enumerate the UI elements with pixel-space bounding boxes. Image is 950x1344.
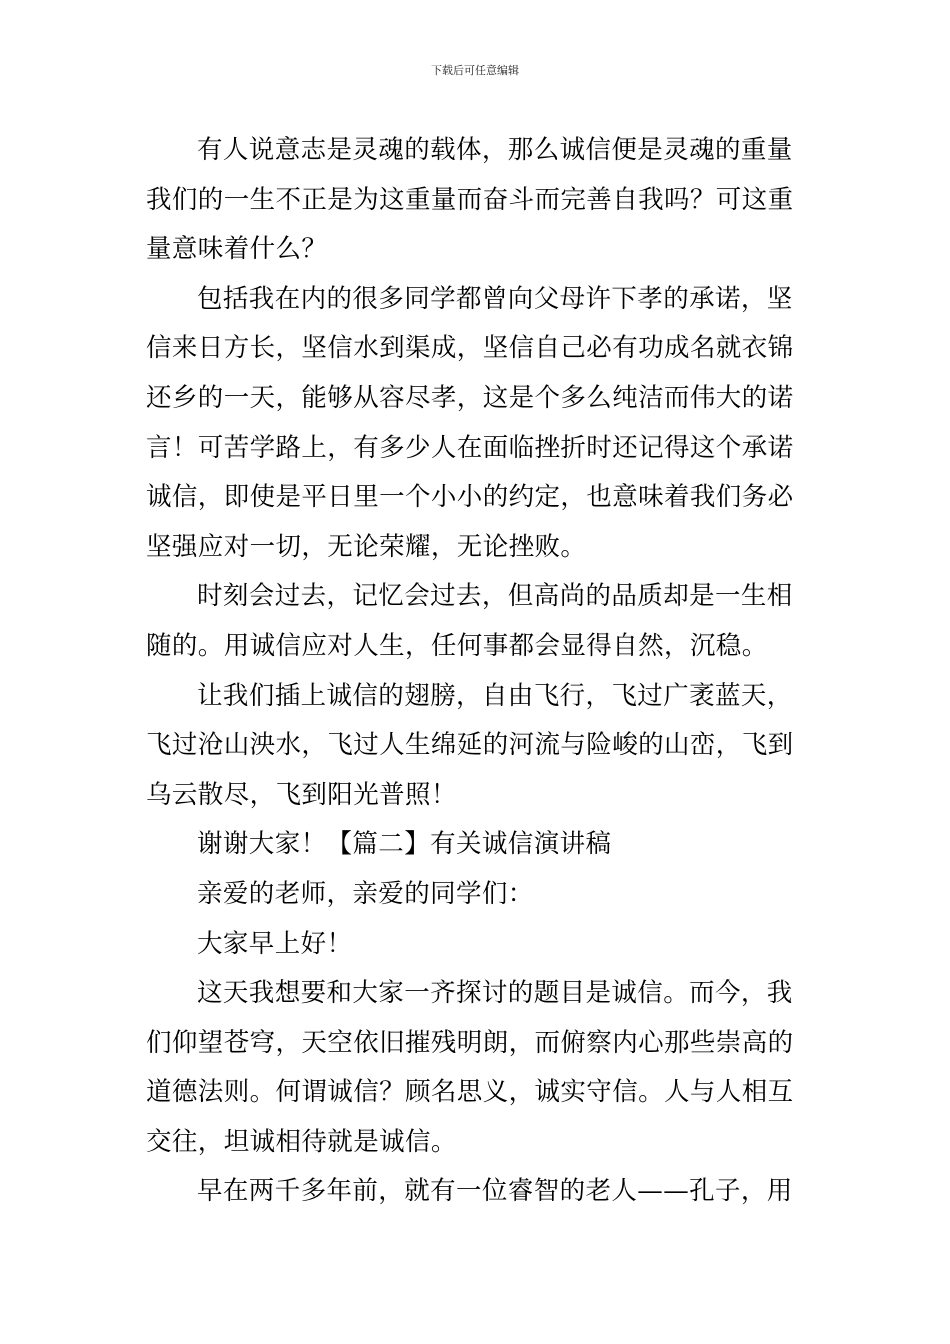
paragraph-line: 让我们插上诚信的翅膀，自由飞行，飞过广袤蓝天，	[197, 680, 793, 711]
paragraph	[146, 126, 808, 275]
paragraph-line: 谢谢大家！【篇二】有关诚信演讲稿	[197, 829, 612, 860]
paragraph-line: 随的。用诚信应对人生，任何事都会显得自然，沉稳。	[146, 630, 768, 661]
paragraph	[146, 870, 808, 920]
paragraph-line: 乌云散尽，飞到阳光普照！	[146, 779, 457, 810]
page-header-note: 下载后可任意编辑	[431, 64, 519, 77]
paragraph-line: 们仰望苍穹，天空依旧摧残明朗，而俯察内心那些崇高的	[146, 1027, 794, 1058]
paragraph	[146, 920, 808, 970]
paragraph-line: 飞过沧山泱水，飞过人生绵延的河流与险峻的山峦，飞到	[146, 730, 794, 761]
paragraph	[146, 672, 808, 821]
paragraph-line: 交往，坦诚相待就是诚信。	[146, 1126, 457, 1157]
paragraph-line: 信来日方长，坚信水到渠成，坚信自己必有功成名就衣锦	[146, 333, 794, 364]
paragraph-line: 这天我想要和大家一齐探讨的题目是诚信。而今，我	[197, 978, 793, 1009]
paragraph	[146, 275, 808, 573]
paragraph	[146, 1167, 808, 1217]
paragraph-line: 道德法则。何谓诚信？顾名思义，诚实守信。人与人相互	[146, 1077, 794, 1108]
paragraph-line: 有人说意志是灵魂的载体，那么诚信便是灵魂的重量	[197, 135, 793, 165]
paragraph-line: 诚信，即使是平日里一个小小的约定，也意味着我们务必	[146, 482, 794, 513]
paragraph-line: 时刻会过去，记忆会过去，但高尚的品质却是一生相	[197, 581, 793, 612]
paragraph-line: 大家早上好！	[197, 928, 353, 959]
paragraph-line: 坚强应对一切，无论荣耀，无论挫败。	[146, 531, 587, 562]
paragraph	[146, 572, 808, 671]
paragraph-line: 包括我在内的很多同学都曾向父母许下孝的承诺，坚	[197, 283, 793, 314]
paragraph-line: 量意味着什么？	[146, 234, 328, 265]
paragraph-line: 还乡的一天，能够从容尽孝，这是个多么纯洁而伟大的诺	[146, 382, 794, 413]
paragraph-line: 亲爱的老师，亲爱的同学们：	[197, 878, 534, 909]
paragraph-line: 我们的一生不正是为这重量而奋斗而完善自我吗？可这重	[146, 184, 794, 215]
paragraph	[146, 820, 808, 870]
paragraph-line: 言！可苦学路上，有多少人在面临挫折时还记得这个承诺	[146, 432, 794, 463]
paragraph-line: 早在两千多年前，就有一位睿智的老人——孔子，用	[197, 1176, 793, 1207]
paragraph	[146, 969, 808, 1167]
document-body	[146, 126, 808, 1217]
